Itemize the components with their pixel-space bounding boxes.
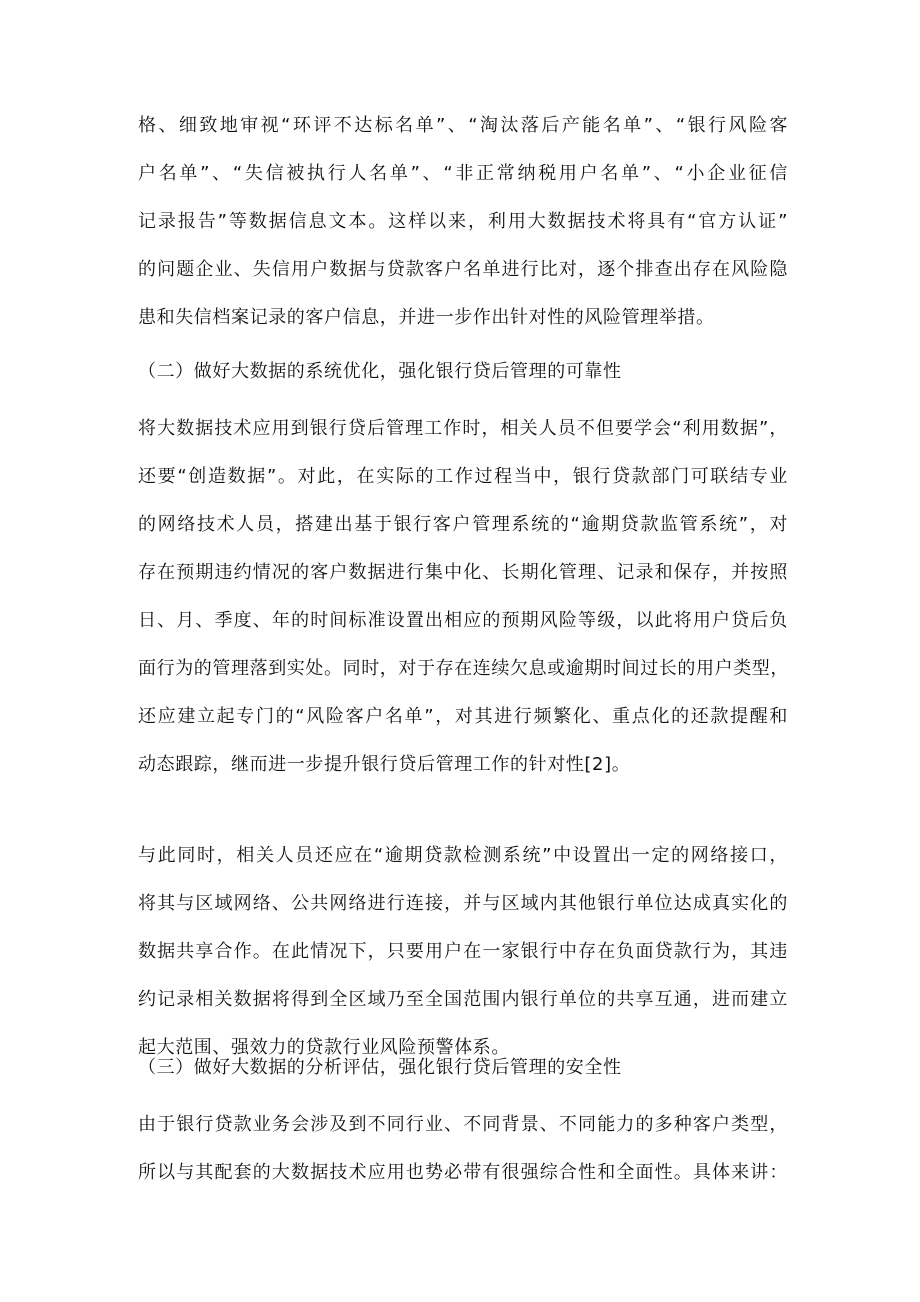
text-line: 记录报告”等数据信息文本。这样以来，利用大数据技术将具有“官方认证” xyxy=(138,211,788,232)
text-line: 的网络技术人员，搭建出基于银行客户管理系统的“逾期贷款监管系统”，对 xyxy=(138,514,788,535)
paragraph-overdue-monitoring-system xyxy=(138,405,788,789)
text-line: 与此同时，相关人员还应在“逾期贷款检测系统”中设置出一定的网络接口， xyxy=(138,845,788,866)
text-line: 的问题企业、失信用户数据与贷款客户名单进行比对，逐个排查出存在风险隐 xyxy=(138,259,788,280)
text-line: 患和失信档案记录的客户信息，并进一步作出针对性的风险管理举措。 xyxy=(138,307,715,328)
text-line: 动态跟踪，继而进一步提升银行贷后管理工作的针对性[2]。 xyxy=(138,754,631,775)
text-line: 起大范围、强效力的贷款行业风险预警体系。 xyxy=(138,1037,510,1058)
text-line: 格、细致地审视“环评不达标名单”、“淘汰落后产能名单”、“银行风险客 xyxy=(138,115,788,136)
text-line: 约记录相关数据将得到全区域乃至全国范围内银行单位的共享互通，进而建立 xyxy=(138,989,788,1010)
text-line: 面行为的管理落到实处。同时，对于存在连续欠息或逾期时间过长的用户类型， xyxy=(138,658,789,679)
text-line: 将大数据技术应用到银行贷后管理工作时，相关人员不但要学会“利用数据”， xyxy=(138,418,788,439)
text-line: 日、月、季度、年的时间标准设置出相应的预期风险等级，以此将用户贷后负 xyxy=(138,610,788,631)
section-heading-analysis-evaluation: （三）做好大数据的分析评估，强化银行贷后管理的安全性 xyxy=(138,1057,622,1078)
text-line: 存在预期违约情况的客户数据进行集中化、长期化管理、记录和保存，并按照 xyxy=(138,562,788,583)
text-line: 还要“创造数据”。对此，在实际的工作过程当中，银行贷款部门可联结专业 xyxy=(138,466,788,487)
paragraph-customer-types xyxy=(138,1101,788,1197)
paragraph-blacklist-screening xyxy=(138,102,788,342)
text-line: 将其与区域网络、公共网络进行连接，并与区域内其他银行单位达成真实化的 xyxy=(138,893,788,914)
paragraph-data-sharing xyxy=(138,832,788,1072)
text-line: 数据共享合作。在此情况下，只要用户在一家银行中存在负面贷款行为，其违 xyxy=(138,941,788,962)
text-line: 所以与其配套的大数据技术应用也势必带有很强综合性和全面性。具体来讲： xyxy=(138,1162,788,1183)
text-line: 由于银行贷款业务会涉及到不同行业、不同背景、不同能力的多种客户类型， xyxy=(138,1114,788,1135)
section-heading-system-optimization: （二）做好大数据的系统优化，强化银行贷后管理的可靠性 xyxy=(138,361,622,382)
text-line: 还应建立起专门的“风险客户名单”，对其进行频繁化、重点化的还款提醒和 xyxy=(138,706,788,727)
text-line: 户名单”、“失信被执行人名单”、“非正常纳税用户名单”、“小企业征信 xyxy=(138,163,788,184)
